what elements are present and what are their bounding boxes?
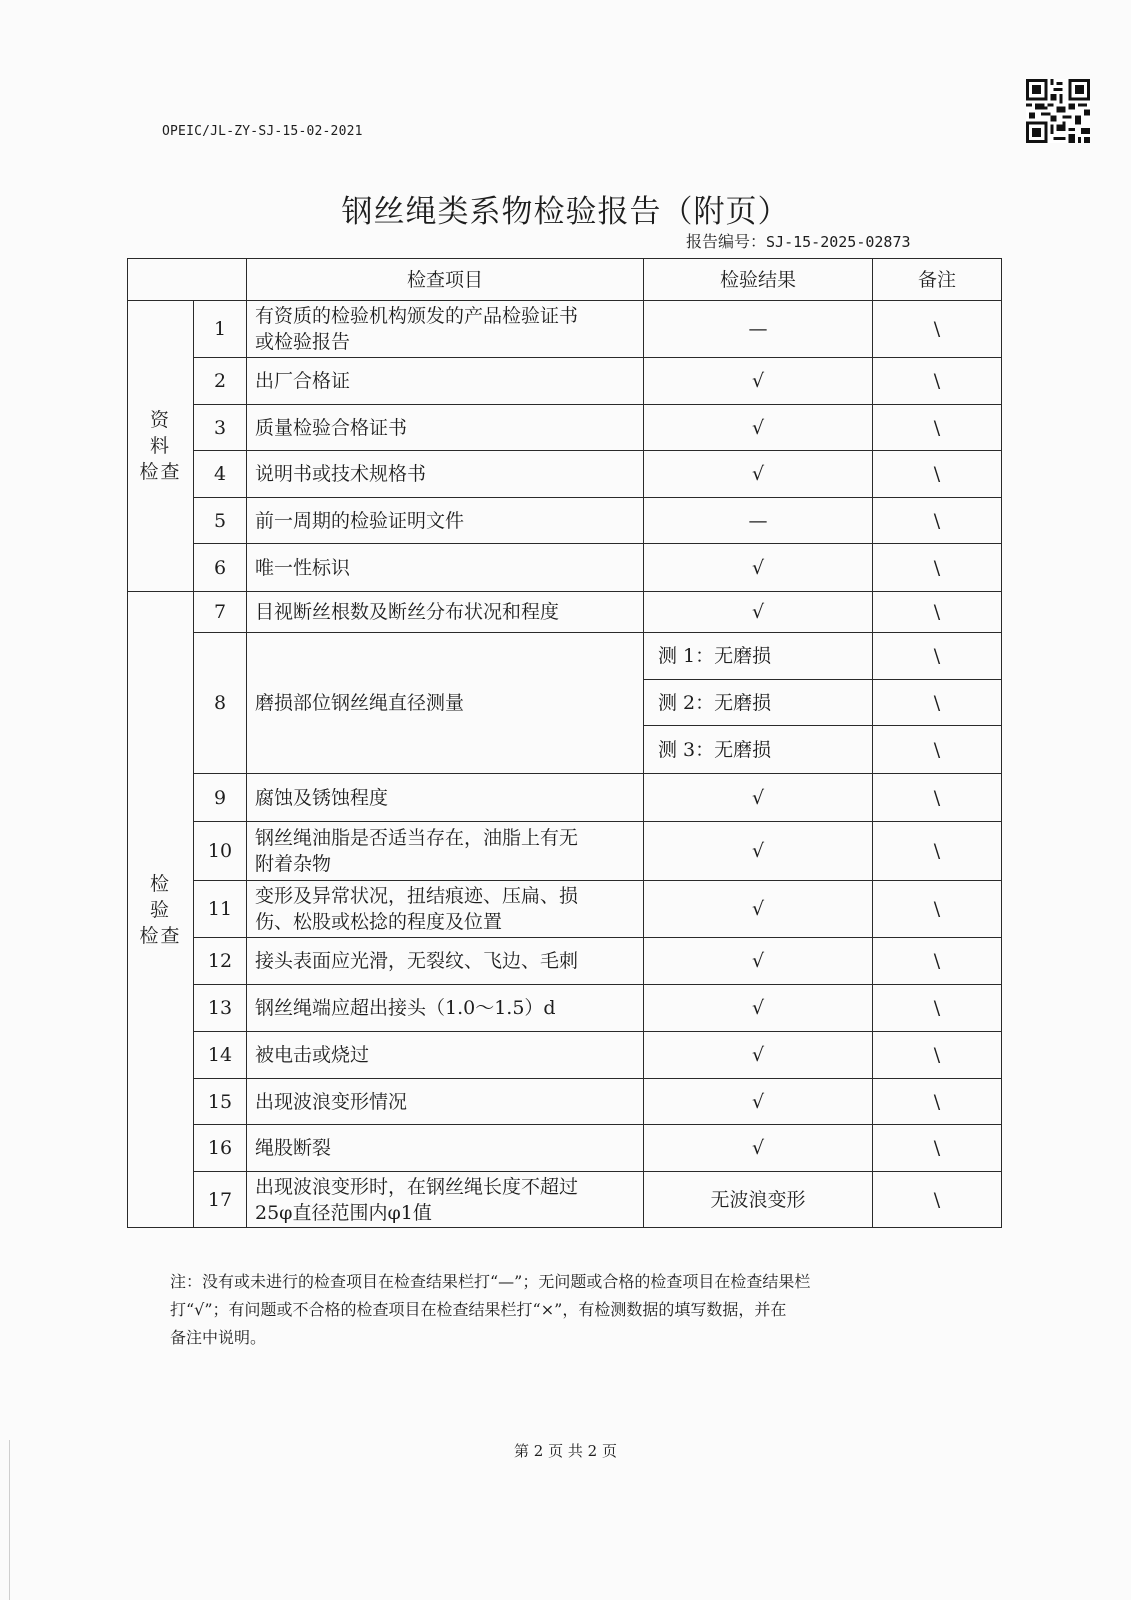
row-number: 16 (194, 1125, 247, 1172)
qr-code-icon (1026, 79, 1090, 143)
col-header-remark: 备注 (873, 259, 1002, 301)
item-text: 钢丝绳端应超出接头（1.0～1.5）d (247, 985, 644, 1032)
remark-cell: \ (873, 1172, 1002, 1228)
remark-cell: \ (873, 985, 1002, 1032)
remark-cell: \ (873, 358, 1002, 405)
table-row (128, 985, 1002, 1032)
result-cell: √ (644, 405, 873, 451)
row-number: 7 (194, 592, 247, 633)
table-row (128, 774, 1002, 822)
remark-cell: \ (873, 822, 1002, 881)
report-number-label: 报告编号： (686, 232, 767, 251)
table-row (128, 1125, 1002, 1172)
row-number: 10 (194, 822, 247, 881)
remark-cell: \ (873, 405, 1002, 451)
table-row (128, 451, 1002, 498)
row-number: 11 (194, 881, 247, 938)
remark-cell: \ (873, 1079, 1002, 1125)
table-row (128, 405, 1002, 451)
footnote-line: 备注中说明。 (170, 1328, 267, 1347)
table-row (128, 881, 1002, 938)
result-cell: √ (644, 592, 873, 633)
table-row (128, 938, 1002, 985)
table-row (128, 498, 1002, 544)
item-text: 有资质的检验机构颁发的产品检验证书 或检验报告 (247, 301, 644, 358)
table-row (128, 1032, 1002, 1079)
inspection-table (127, 258, 1002, 1228)
row-number: 3 (194, 405, 247, 451)
result-cell: √ (644, 1125, 873, 1172)
row-number: 8 (194, 633, 247, 774)
table-row (128, 822, 1002, 881)
report-number (686, 229, 911, 252)
remark-cell: \ (873, 726, 1002, 774)
item-text: 被电击或烧过 (247, 1032, 644, 1079)
footnote-line: 打“√”；有问题或不合格的检查项目在检查结果栏打“×”，有检测数据的填写数据，并在 (170, 1300, 787, 1319)
item-text: 变形及异常状况，扭结痕迹、压扁、损 伤、松股或松捻的程度及位置 (247, 881, 644, 938)
remark-cell: \ (873, 774, 1002, 822)
result-cell: — (644, 498, 873, 544)
result-cell: √ (644, 1032, 873, 1079)
item-text: 出现波浪变形情况 (247, 1079, 644, 1125)
row-number: 13 (194, 985, 247, 1032)
result-cell: 无波浪变形 (644, 1172, 873, 1228)
result-cell: √ (644, 358, 873, 405)
row-number: 15 (194, 1079, 247, 1125)
remark-cell: \ (873, 881, 1002, 938)
result-cell: √ (644, 544, 873, 592)
result-cell: √ (644, 822, 873, 881)
row-number: 12 (194, 938, 247, 985)
row-number: 14 (194, 1032, 247, 1079)
result-cell: √ (644, 938, 873, 985)
result-cell: √ (644, 881, 873, 938)
scan-margin-line (9, 1440, 10, 1600)
header-blank (128, 259, 247, 301)
footnote-line: 注：没有或未进行的检查项目在检查结果栏打“—”；无问题或合格的检查项目在检查结果栏 (170, 1272, 811, 1291)
result-cell: √ (644, 1079, 873, 1125)
remark-cell: \ (873, 633, 1002, 680)
remark-cell: \ (873, 544, 1002, 592)
page-number: 第 2 页 共 2 页 (514, 1442, 617, 1460)
table-row (128, 301, 1002, 358)
table-row (128, 1172, 1002, 1228)
item-text: 目视断丝根数及断丝分布状况和程度 (247, 592, 644, 633)
row-number: 6 (194, 544, 247, 592)
row-number: 4 (194, 451, 247, 498)
item-text: 前一周期的检验证明文件 (247, 498, 644, 544)
row-number: 2 (194, 358, 247, 405)
remark-cell: \ (873, 938, 1002, 985)
header-row (128, 259, 1002, 301)
row-number: 1 (194, 301, 247, 358)
row-number: 17 (194, 1172, 247, 1228)
result-cell: √ (644, 985, 873, 1032)
col-header-item: 检查项目 (247, 259, 644, 301)
item-text: 出厂合格证 (247, 358, 644, 405)
remark-cell: \ (873, 680, 1002, 726)
remark-cell: \ (873, 498, 1002, 544)
result-cell: 测 3：无磨损 (644, 726, 873, 774)
table-row (128, 1079, 1002, 1125)
result-cell: √ (644, 451, 873, 498)
col-header-result: 检验结果 (644, 259, 873, 301)
report-number-value: SJ-15-2025-02873 (766, 233, 911, 251)
item-text: 说明书或技术规格书 (247, 451, 644, 498)
result-cell: √ (644, 774, 873, 822)
footnote (170, 1268, 970, 1352)
category-document-check: 资 料 检查 (128, 301, 194, 592)
category-inspection-check: 检 验 检查 (128, 592, 194, 1228)
table-row (128, 544, 1002, 592)
table-row (128, 592, 1002, 633)
document-code: OPEIC/JL-ZY-SJ-15-02-2021 (162, 124, 363, 139)
result-cell: — (644, 301, 873, 358)
result-cell: 测 2：无磨损 (644, 680, 873, 726)
remark-cell: \ (873, 451, 1002, 498)
item-text: 唯一性标识 (247, 544, 644, 592)
remark-cell: \ (873, 301, 1002, 358)
table-row (128, 633, 1002, 680)
table-row (128, 358, 1002, 405)
row-number: 5 (194, 498, 247, 544)
item-text: 质量检验合格证书 (247, 405, 644, 451)
item-text: 磨损部位钢丝绳直径测量 (247, 633, 644, 774)
remark-cell: \ (873, 1032, 1002, 1079)
item-text: 腐蚀及锈蚀程度 (247, 774, 644, 822)
item-text: 接头表面应光滑，无裂纹、飞边、毛刺 (247, 938, 644, 985)
report-title: 钢丝绳类系物检验报告（附页） (341, 194, 790, 230)
row-number: 9 (194, 774, 247, 822)
remark-cell: \ (873, 592, 1002, 633)
remark-cell: \ (873, 1125, 1002, 1172)
item-text: 出现波浪变形时，在钢丝绳长度不超过 25φ直径范围内φ1值 (247, 1172, 644, 1228)
result-cell: 测 1：无磨损 (644, 633, 873, 680)
item-text: 绳股断裂 (247, 1125, 644, 1172)
item-text: 钢丝绳油脂是否适当存在，油脂上有无 附着杂物 (247, 822, 644, 881)
